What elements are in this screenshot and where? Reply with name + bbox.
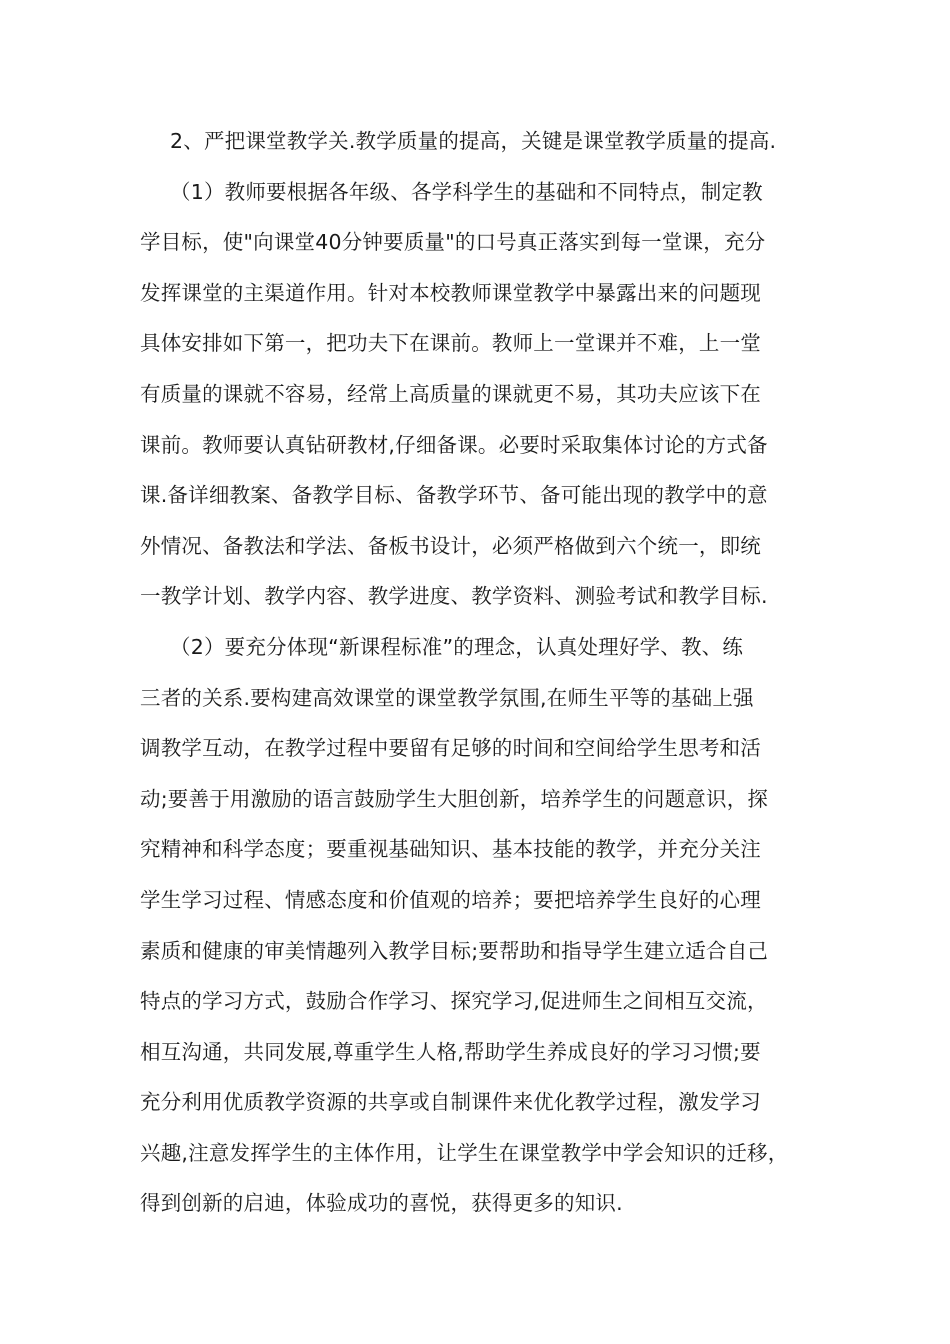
text-line: 充分利用优质教学资源的共享或自制课件来优化教学过程，激发学习: [140, 1090, 761, 1115]
text-line: 学目标，使"向课堂40分钟要质量"的口号真正落实到每一堂课，充分: [140, 230, 766, 255]
text-line: 究精神和科学态度；要重视基础知识、基本技能的教学，并充分关注: [140, 837, 761, 862]
text-line: 一教学计划、教学内容、教学进度、教学资料、测验考试和教学目标.: [140, 584, 768, 609]
text-line: 外情况、备教法和学法、备板书设计，必须严格做到六个统一，即统: [140, 533, 761, 558]
text-line: 调教学互动，在教学过程中要留有足够的时间和空间给学生思考和活: [140, 736, 761, 761]
text-line: 有质量的课就不容易，经常上高质量的课就更不易，其功夫应该下在: [140, 381, 761, 406]
text-line: （1）教师要根据各年级、各学科学生的基础和不同特点，制定教: [170, 179, 763, 204]
text-line: 三者的关系.要构建高效课堂的课堂教学氛围,在师生平等的基础上强: [140, 685, 754, 710]
document-body: [140, 122, 830, 1235]
text-line: 发挥课堂的主渠道作用。针对本校教师课堂教学中暴露出来的问题现: [140, 280, 761, 305]
text-line: 学生学习过程、情感态度和价值观的培养；要把培养学生良好的心理: [140, 887, 761, 912]
text-line: 兴趣,注意发挥学生的主体作用，让学生在课堂教学中学会知识的迁移，: [140, 1140, 789, 1165]
text-line: 素质和健康的审美情趣列入教学目标;要帮助和指导学生建立适合自己: [140, 938, 769, 963]
text-line: 特点的学习方式，鼓励合作学习、探究学习,促进师生之间相互交流，: [140, 989, 768, 1014]
text-line: 课.备详细教案、备教学目标、备教学环节、备可能出现的教学中的意: [140, 483, 768, 508]
text-line: 得到创新的启迪，体验成功的喜悦，获得更多的知识.: [140, 1191, 623, 1216]
text-line: 课前。教师要认真钻研教材,仔细备课。必要时采取集体讨论的方式备: [140, 432, 768, 457]
text-line: 动;要善于用激励的语言鼓励学生大胆创新，培养学生的问题意识，探: [140, 786, 769, 811]
text-line: （2）要充分体现“新课程标准”的理念，认真处理好学、教、练: [170, 634, 744, 659]
text-line: 具体安排如下第一，把功夫下在课前。教师上一堂课并不难，上一堂: [140, 331, 761, 356]
text-line: 相互沟通，共同发展,尊重学生人格,帮助学生养成良好的学习习惯;要: [140, 1039, 761, 1064]
text-line: 2、严把课堂教学关.教学质量的提高，关键是课堂教学质量的提高.: [170, 129, 777, 153]
